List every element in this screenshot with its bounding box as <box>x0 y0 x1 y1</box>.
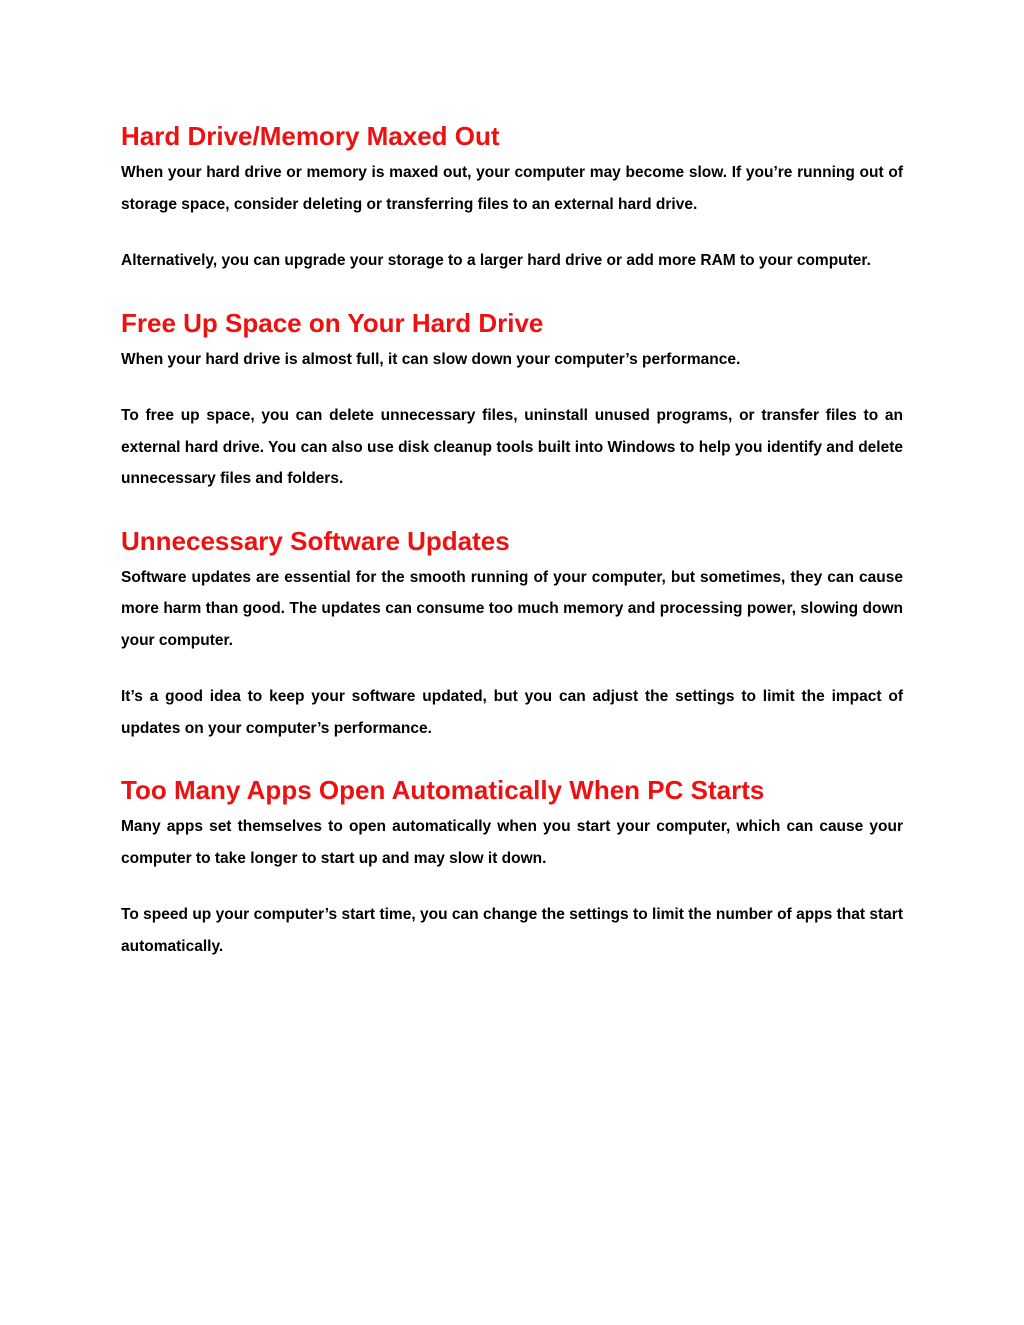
paragraph: To free up space, you can delete unnecessary files, uninstall unused programs, or transfer files to an external hard drive. You can also use disk cleanup tools built into Windows to help you identify and delete unnecessary files and folders. <box>121 407 903 487</box>
section-too-many-apps-open <box>121 772 903 962</box>
paragraph: When your hard drive is almost full, it can slow down your computer’s performance. <box>121 350 741 368</box>
paragraph: When your hard drive or memory is maxed out, your computer may become slow. If you’re running out of storage space, consider deleting or transferring files to an external hard drive. <box>121 164 903 213</box>
document-page <box>121 118 903 962</box>
paragraph: It’s a good idea to keep your software updated, but you can adjust the settings to limit the impact of updates on your computer’s performance. <box>121 688 903 737</box>
section-free-up-space <box>121 305 903 495</box>
section-heading: Free Up Space on Your Hard Drive <box>121 307 544 338</box>
section-heading: Hard Drive/Memory Maxed Out <box>121 121 500 151</box>
paragraph: Many apps set themselves to open automatically when you start your computer, which can cause your computer to take longer to start up and may slow it down. <box>121 818 903 867</box>
section-hard-drive-memory-maxed-out <box>121 118 903 277</box>
section-heading: Unnecessary Software Updates <box>121 525 510 556</box>
paragraph: To speed up your computer’s start time, you can change the settings to limit the number of apps that start automatically. <box>121 906 903 955</box>
paragraph: Software updates are essential for the smooth running of your computer, but sometimes, they can cause more harm than good. The updates can consume too much memory and processing power, slowing down your computer. <box>121 568 903 649</box>
paragraph: Alternatively, you can upgrade your storage to a larger hard drive or add more RAM to your computer. <box>121 252 871 269</box>
section-unnecessary-software-updates <box>121 523 903 745</box>
section-heading: Too Many Apps Open Automatically When PC Starts <box>121 775 765 805</box>
